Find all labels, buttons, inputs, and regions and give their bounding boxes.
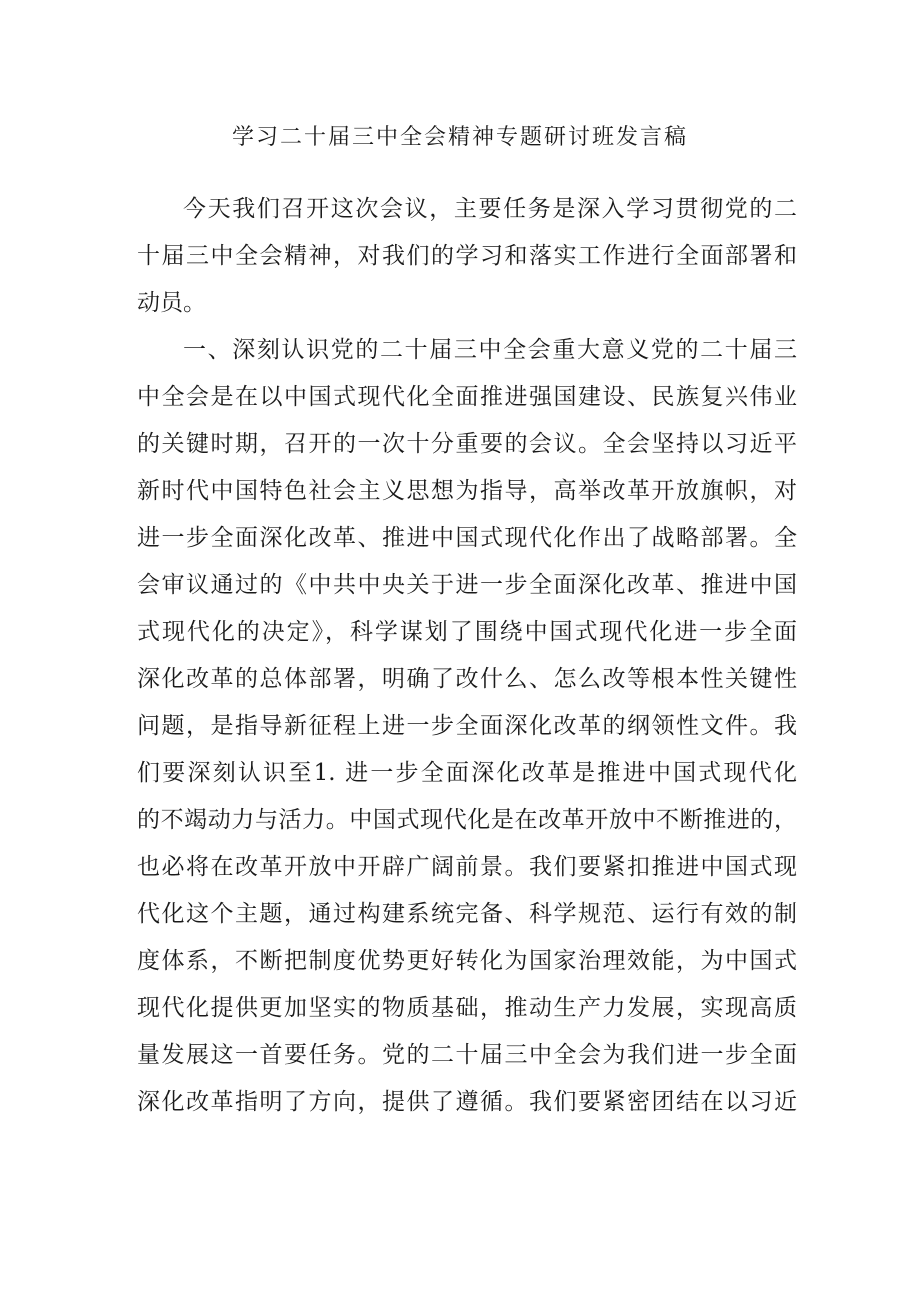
paragraph-line: 会审议通过的《中共中央关于进一步全面深化改革、推进中国 bbox=[137, 572, 797, 598]
paragraph-line: 的不竭动力与活力。中国式现代化是在改革开放中不断推进的， bbox=[137, 807, 797, 833]
paragraph-line: 式现代化的决定》，科学谋划了围绕中国式现代化进一步全面 bbox=[137, 619, 797, 645]
paragraph-line: 中全会是在以中国式现代化全面推进强国建设、民族复兴伟业 bbox=[137, 384, 797, 410]
paragraph-line: 今天我们召开这次会议，主要任务是深入学习贯彻党的二 bbox=[183, 196, 797, 222]
paragraph-line: 动员。 bbox=[137, 290, 206, 316]
paragraph-line: 也必将在改革开放中开辟广阔前景。我们要紧扣推进中国式现 bbox=[137, 854, 797, 880]
paragraph-line: 的关键时期，召开的一次十分重要的会议。全会坚持以习近平 bbox=[137, 431, 797, 457]
paragraph-line: 十届三中全会精神，对我们的学习和落实工作进行全面部署和 bbox=[137, 243, 797, 269]
document-title: 学习二十届三中全会精神专题研讨班发言稿 bbox=[231, 125, 688, 150]
paragraph-line: 现代化提供更加坚实的物质基础，推动生产力发展，实现高质 bbox=[137, 995, 797, 1021]
paragraph-line: 新时代中国特色社会主义思想为指导，高举改革开放旗帜，对 bbox=[137, 478, 797, 504]
paragraph-line: 量发展这一首要任务。党的二十届三中全会为我们进一步全面 bbox=[137, 1042, 797, 1068]
paragraph-line: 一、深刻认识党的二十届三中全会重大意义党的二十届三 bbox=[183, 337, 797, 363]
paragraph-line: 进一步全面深化改革、推进中国式现代化作出了战略部署。全 bbox=[137, 525, 797, 551]
paragraph-line: 深化改革的总体部署，明确了改什么、怎么改等根本性关键性 bbox=[137, 666, 797, 692]
paragraph-line: 们要深刻认识至1. 进一步全面深化改革是推进中国式现代化 bbox=[137, 760, 797, 786]
paragraph-line: 问题，是指导新征程上进一步全面深化改革的纲领性文件。我 bbox=[137, 713, 797, 739]
paragraph-line: 深化改革指明了方向，提供了遵循。我们要紧密团结在以习近 bbox=[137, 1089, 797, 1115]
paragraph-line: 度体系，不断把制度优势更好转化为国家治理效能，为中国式 bbox=[137, 948, 797, 974]
document-body bbox=[137, 186, 797, 1126]
paragraph-line: 代化这个主题，通过构建系统完备、科学规范、运行有效的制 bbox=[137, 901, 797, 927]
